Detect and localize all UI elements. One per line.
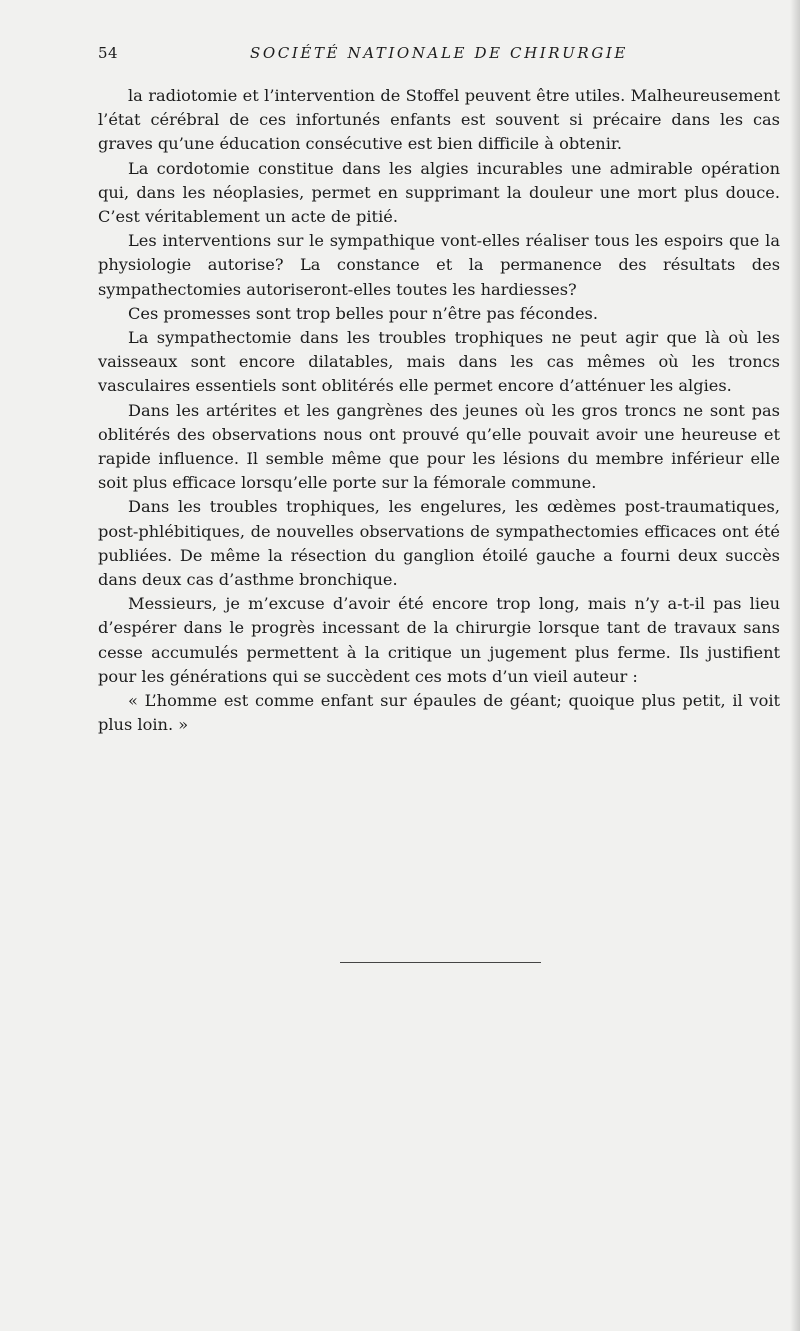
page-edge-shadow [790,0,800,1331]
body-text [98,84,780,737]
paragraph-arterites: Dans les artérites et les gangrènes des jeunes où les gros troncs ne sont pas oblitérés des observations nous ont prouvé qu’elle pouvait avoir une heureuse et rapide influence. Il semble même que pour les lésions du membre inférieur elle soit plus efficace lorsqu’elle porte sur la fémorale commune. [98,400,780,493]
paragraph-sympathectomie: La sympathectomie dans les troubles trophiques ne peut agir que là où les vaisseaux sont encore dilatables, mais dans les cas mêmes où les troncs vasculaires essentiels sont oblitérés elle permet encore d’atténuer les algies. [98,328,780,396]
paragraph-quotation: « L’homme est comme enfant sur épaules de géant; quoique plus petit, il voit plus loin. » [98,691,780,735]
running-head [98,44,780,68]
page-number: 54 [98,44,119,62]
paragraph-troubles-trophiques: Dans les troubles trophiques, les engelures, les œdèmes post-traumatiques, post-phlébitiques, de nouvelles observations de sympathectomies efficaces ont été publiées. De même la résection du ganglion étoilé gauche a fourni deux succès dans deux cas d’asthme bronchique. [98,497,780,590]
paragraph-sympathique: Les interventions sur le sympathique vont-elles réaliser tous les espoirs que la physiologie autorise? La constance et la permanence des résultats des sympathectomies autoriseront-elles toutes les hardiesses? [98,231,780,299]
paragraph-cordotomie: La cordotomie constitue dans les algies incurables une admirable opération qui, dans les néoplasies, permet en supprimant la douleur une mort plus douce. C’est véritablement un acte de pitié. [98,158,780,227]
paragraph-radiotomie: la radiotomie et l’intervention de Stoffel peuvent être utiles. Malheureusement l’état cérébral de ces infortunés enfants est souvent si précaire dans les cas graves qu’une éducation consécutive est bien difficile à obtenir. [98,86,780,154]
journal-title: SOCIÉTÉ NATIONALE DE CHIRURGIE [250,44,628,62]
paragraph-promesses: Ces promesses sont trop belles pour n’être pas fécondes. [128,303,598,323]
end-rule [340,962,541,963]
paragraph-messieurs: Messieurs, je m’excuse d’avoir été encore trop long, mais n’y a-t-il pas lieu d’espérer dans le progrès incessant de la chirurgie lorsque tant de travaux sans cesse accumulés permettent à la critique un jugement plus ferme. Ils justifient pour les générations qui se succèdent ces mots d’un vieil auteur : [98,594,780,686]
